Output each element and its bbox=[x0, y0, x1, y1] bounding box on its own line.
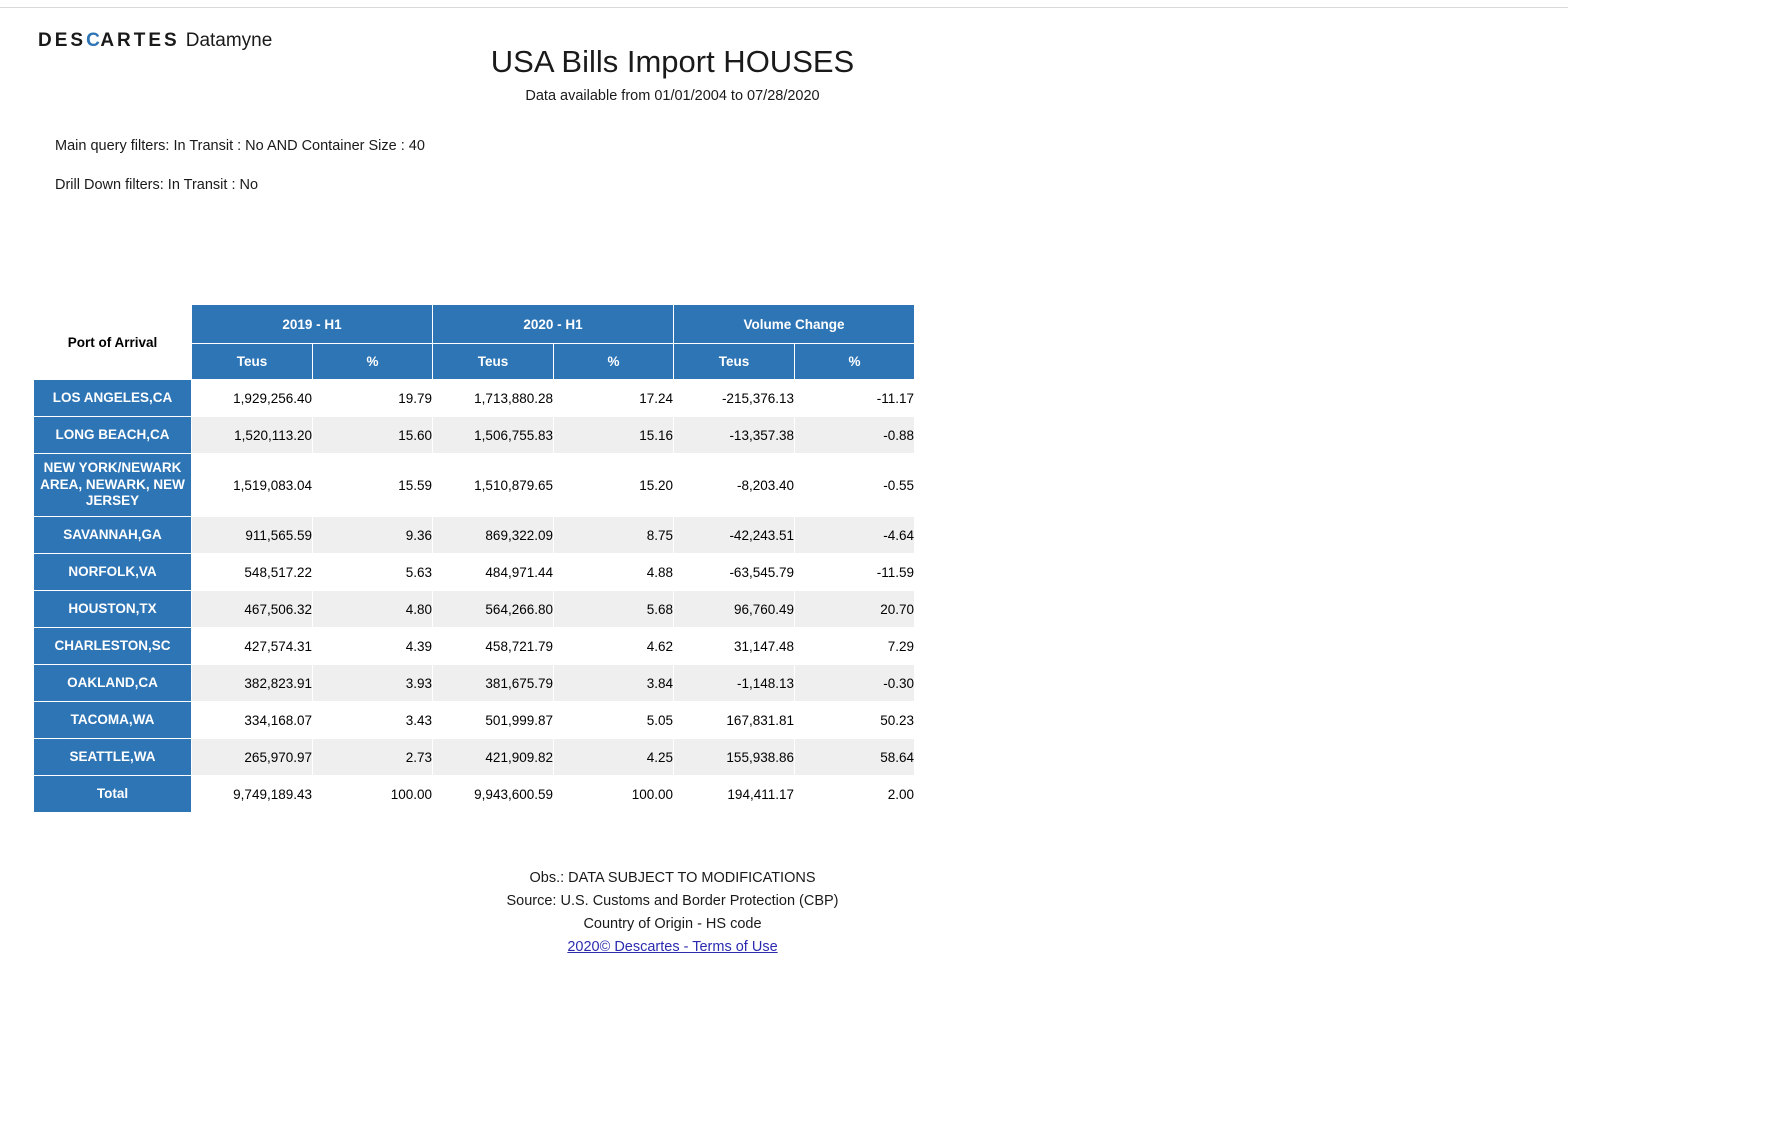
cell-2020-teus: 458,721.79 bbox=[433, 628, 554, 665]
table-row bbox=[34, 417, 915, 454]
table-row bbox=[34, 702, 915, 739]
logo-mark-icon: C bbox=[86, 30, 101, 51]
cell-change-teus: -8,203.40 bbox=[674, 454, 795, 517]
cell-change-teus: 155,938.86 bbox=[674, 739, 795, 776]
cell-2020-teus: 501,999.87 bbox=[433, 702, 554, 739]
cell-2019-pct: 2.73 bbox=[313, 739, 433, 776]
cell-2020-teus: 1,510,879.65 bbox=[433, 454, 554, 517]
cell-2020-pct: 4.88 bbox=[554, 554, 674, 591]
total-2019-teus: 9,749,189.43 bbox=[192, 776, 313, 813]
total-change-teus: 194,411.17 bbox=[674, 776, 795, 813]
cell-2020-pct: 15.20 bbox=[554, 454, 674, 517]
logo-text-part2: ARTES bbox=[100, 30, 180, 51]
cell-2020-pct: 3.84 bbox=[554, 665, 674, 702]
subheader-change-teus: Teus bbox=[674, 344, 795, 380]
cell-2019-teus: 911,565.59 bbox=[192, 517, 313, 554]
subheader-2020-teus: Teus bbox=[433, 344, 554, 380]
cell-2019-teus: 382,823.91 bbox=[192, 665, 313, 702]
cell-change-teus: -1,148.13 bbox=[674, 665, 795, 702]
cell-change-pct: 7.29 bbox=[795, 628, 915, 665]
cell-2019-pct: 15.59 bbox=[313, 454, 433, 517]
table-row bbox=[34, 454, 915, 517]
cell-change-pct: 58.64 bbox=[795, 739, 915, 776]
table-row bbox=[34, 380, 915, 417]
terms-of-use-link[interactable]: 2020© Descartes - Terms of Use bbox=[567, 939, 778, 955]
cell-change-teus: -13,357.38 bbox=[674, 417, 795, 454]
cell-2019-teus: 1,519,083.04 bbox=[192, 454, 313, 517]
drill-down-filters: Drill Down filters: In Transit : No bbox=[55, 177, 259, 193]
cell-2020-pct: 17.24 bbox=[554, 380, 674, 417]
row-label: OAKLAND,CA bbox=[34, 665, 192, 702]
cell-2020-teus: 1,506,755.83 bbox=[433, 417, 554, 454]
cell-change-pct: -0.88 bbox=[795, 417, 915, 454]
cell-change-teus: -63,545.79 bbox=[674, 554, 795, 591]
cell-2019-teus: 548,517.22 bbox=[192, 554, 313, 591]
cell-2019-teus: 1,929,256.40 bbox=[192, 380, 313, 417]
total-2020-teus: 9,943,600.59 bbox=[433, 776, 554, 813]
table-row bbox=[34, 665, 915, 702]
cell-2019-pct: 4.80 bbox=[313, 591, 433, 628]
cell-2020-pct: 4.62 bbox=[554, 628, 674, 665]
table-row bbox=[34, 591, 915, 628]
table-row bbox=[34, 739, 915, 776]
total-change-pct: 2.00 bbox=[795, 776, 915, 813]
total-2020-pct: 100.00 bbox=[554, 776, 674, 813]
cell-2020-teus: 1,713,880.28 bbox=[433, 380, 554, 417]
subheader-2020-pct: % bbox=[554, 344, 674, 380]
row-label-total: Total bbox=[34, 776, 192, 813]
cell-change-teus: 31,147.48 bbox=[674, 628, 795, 665]
cell-2020-pct: 5.05 bbox=[554, 702, 674, 739]
cell-2019-teus: 467,506.32 bbox=[192, 591, 313, 628]
group-header-volume-change: Volume Change bbox=[674, 305, 915, 344]
main-query-filters: Main query filters: In Transit : No AND Container Size : 40 bbox=[55, 138, 425, 154]
cell-2020-pct: 8.75 bbox=[554, 517, 674, 554]
total-2019-pct: 100.00 bbox=[313, 776, 433, 813]
footer-observation: Obs.: DATA SUBJECT TO MODIFICATIONS bbox=[529, 870, 816, 886]
table-row bbox=[34, 554, 915, 591]
row-label: SAVANNAH,GA bbox=[34, 517, 192, 554]
row-label: TACOMA,WA bbox=[34, 702, 192, 739]
cell-2019-pct: 9.36 bbox=[313, 517, 433, 554]
table-row bbox=[34, 517, 915, 554]
footer-country-origin: Country of Origin - HS code bbox=[583, 916, 762, 932]
cell-change-pct: -0.55 bbox=[795, 454, 915, 517]
cell-2019-teus: 1,520,113.20 bbox=[192, 417, 313, 454]
port-of-arrival-header: Port of Arrival bbox=[34, 305, 192, 380]
cell-2020-teus: 484,971.44 bbox=[433, 554, 554, 591]
row-label: NEW YORK/NEWARK AREA, NEWARK, NEW JERSEY bbox=[34, 454, 192, 517]
cell-2020-teus: 564,266.80 bbox=[433, 591, 554, 628]
cell-2020-teus: 869,322.09 bbox=[433, 517, 554, 554]
volume-report-table bbox=[33, 304, 915, 813]
cell-change-pct: 20.70 bbox=[795, 591, 915, 628]
row-label: NORFOLK,VA bbox=[34, 554, 192, 591]
cell-change-pct: -11.17 bbox=[795, 380, 915, 417]
table-body bbox=[34, 380, 915, 813]
page-subtitle: Data available from 01/01/2004 to 07/28/2020 bbox=[525, 88, 820, 104]
cell-2019-teus: 334,168.07 bbox=[192, 702, 313, 739]
row-label: LONG BEACH,CA bbox=[34, 417, 192, 454]
subheader-change-pct: % bbox=[795, 344, 915, 380]
cell-2020-pct: 5.68 bbox=[554, 591, 674, 628]
cell-2019-teus: 265,970.97 bbox=[192, 739, 313, 776]
cell-change-pct: -4.64 bbox=[795, 517, 915, 554]
subheader-2019-pct: % bbox=[313, 344, 433, 380]
cell-2020-teus: 381,675.79 bbox=[433, 665, 554, 702]
table-row bbox=[34, 628, 915, 665]
cell-2019-pct: 5.63 bbox=[313, 554, 433, 591]
cell-2019-pct: 3.43 bbox=[313, 702, 433, 739]
row-label: CHARLESTON,SC bbox=[34, 628, 192, 665]
cell-change-pct: -11.59 bbox=[795, 554, 915, 591]
cell-change-teus: 167,831.81 bbox=[674, 702, 795, 739]
top-divider bbox=[0, 7, 1568, 8]
cell-2019-pct: 19.79 bbox=[313, 380, 433, 417]
cell-change-pct: -0.30 bbox=[795, 665, 915, 702]
report-table-wrapper bbox=[33, 304, 915, 813]
footer-source: Source: U.S. Customs and Border Protection (CBP) bbox=[506, 893, 839, 909]
logo-subtext: Datamyne bbox=[185, 30, 273, 51]
cell-change-teus: -215,376.13 bbox=[674, 380, 795, 417]
row-label: HOUSTON,TX bbox=[34, 591, 192, 628]
table-total-row bbox=[34, 776, 915, 813]
group-header-2020h1: 2020 - H1 bbox=[433, 305, 674, 344]
cell-change-teus: -42,243.51 bbox=[674, 517, 795, 554]
logo-text-part1: DES bbox=[38, 30, 87, 51]
table-header-groups bbox=[34, 305, 915, 344]
cell-2020-pct: 4.25 bbox=[554, 739, 674, 776]
subheader-2019-teus: Teus bbox=[192, 344, 313, 380]
row-label: LOS ANGELES,CA bbox=[34, 380, 192, 417]
cell-2020-teus: 421,909.82 bbox=[433, 739, 554, 776]
cell-change-pct: 50.23 bbox=[795, 702, 915, 739]
group-header-2019h1: 2019 - H1 bbox=[192, 305, 433, 344]
cell-2019-teus: 427,574.31 bbox=[192, 628, 313, 665]
page-title: USA Bills Import HOUSES bbox=[490, 44, 855, 79]
cell-2019-pct: 15.60 bbox=[313, 417, 433, 454]
cell-2019-pct: 4.39 bbox=[313, 628, 433, 665]
row-label: SEATTLE,WA bbox=[34, 739, 192, 776]
cell-change-teus: 96,760.49 bbox=[674, 591, 795, 628]
footer-terms-container bbox=[0, 939, 1345, 955]
cell-2020-pct: 15.16 bbox=[554, 417, 674, 454]
cell-2019-pct: 3.93 bbox=[313, 665, 433, 702]
